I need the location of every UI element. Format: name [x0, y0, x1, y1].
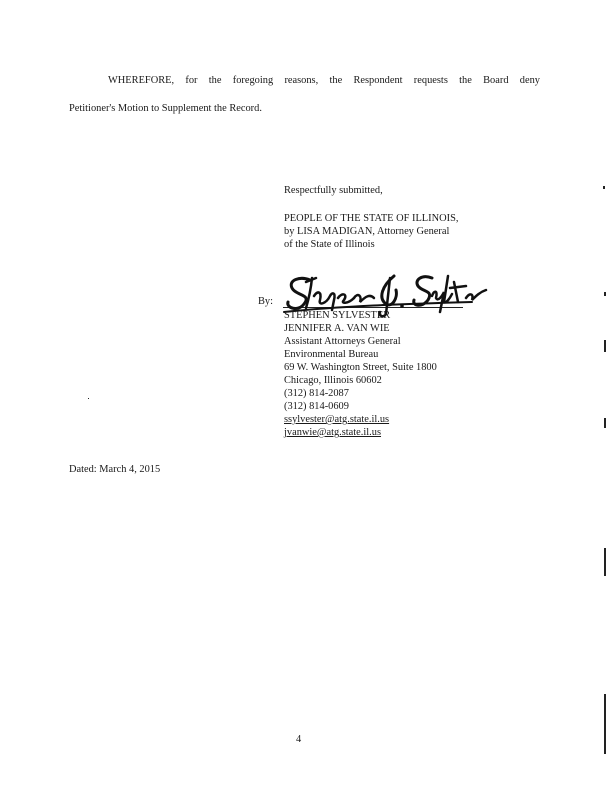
- respectfully-text: Respectfully submitted,: [284, 185, 383, 196]
- dated-line: Dated: March 4, 2015: [69, 464, 161, 475]
- phone-line-2: (312) 814-0609: [284, 401, 349, 412]
- scan-mark: [604, 548, 606, 576]
- scan-mark: [604, 694, 606, 754]
- scan-mark: [604, 340, 606, 352]
- party-line-1: PEOPLE OF THE STATE OF ILLINOIS,: [284, 213, 459, 224]
- phone-line-1: (312) 814-2087: [284, 388, 349, 399]
- scan-mark: [603, 186, 605, 189]
- party-line-3: of the State of Illinois: [284, 239, 375, 250]
- party-block: [284, 212, 458, 251]
- address-line-1: 69 W. Washington Street, Suite 1800: [284, 362, 437, 373]
- wherefore-paragraph-line2: Petitioner's Motion to Supplement the Record.: [69, 103, 262, 114]
- email-link-2[interactable]: jvanwie@atg.state.il.us: [284, 427, 382, 438]
- name-line-1: STEPHEN SYLVESTER: [284, 310, 391, 321]
- name-line-2: JENNIFER A. VAN WIE: [284, 323, 390, 334]
- party-line-2: by LISA MADIGAN, Attorney General: [284, 226, 450, 237]
- title-line: Assistant Attorneys General: [284, 336, 401, 347]
- respectfully-submitted: [284, 184, 383, 197]
- email-link-1[interactable]: ssylvester@atg.state.il.us: [284, 414, 390, 425]
- wherefore-paragraph-line1: WHEREFORE, for the foregoing reasons, the Respondent requests the Board deny: [108, 75, 540, 86]
- signature-block: [284, 309, 437, 439]
- scan-mark: [604, 292, 606, 296]
- scan-mark: [604, 418, 606, 428]
- scan-speck: [88, 398, 89, 399]
- by-label: By:: [258, 296, 274, 307]
- bureau-line: Environmental Bureau: [284, 349, 379, 360]
- address-line-2: Chicago, Illinois 60602: [284, 375, 382, 386]
- page-number: 4: [296, 734, 302, 745]
